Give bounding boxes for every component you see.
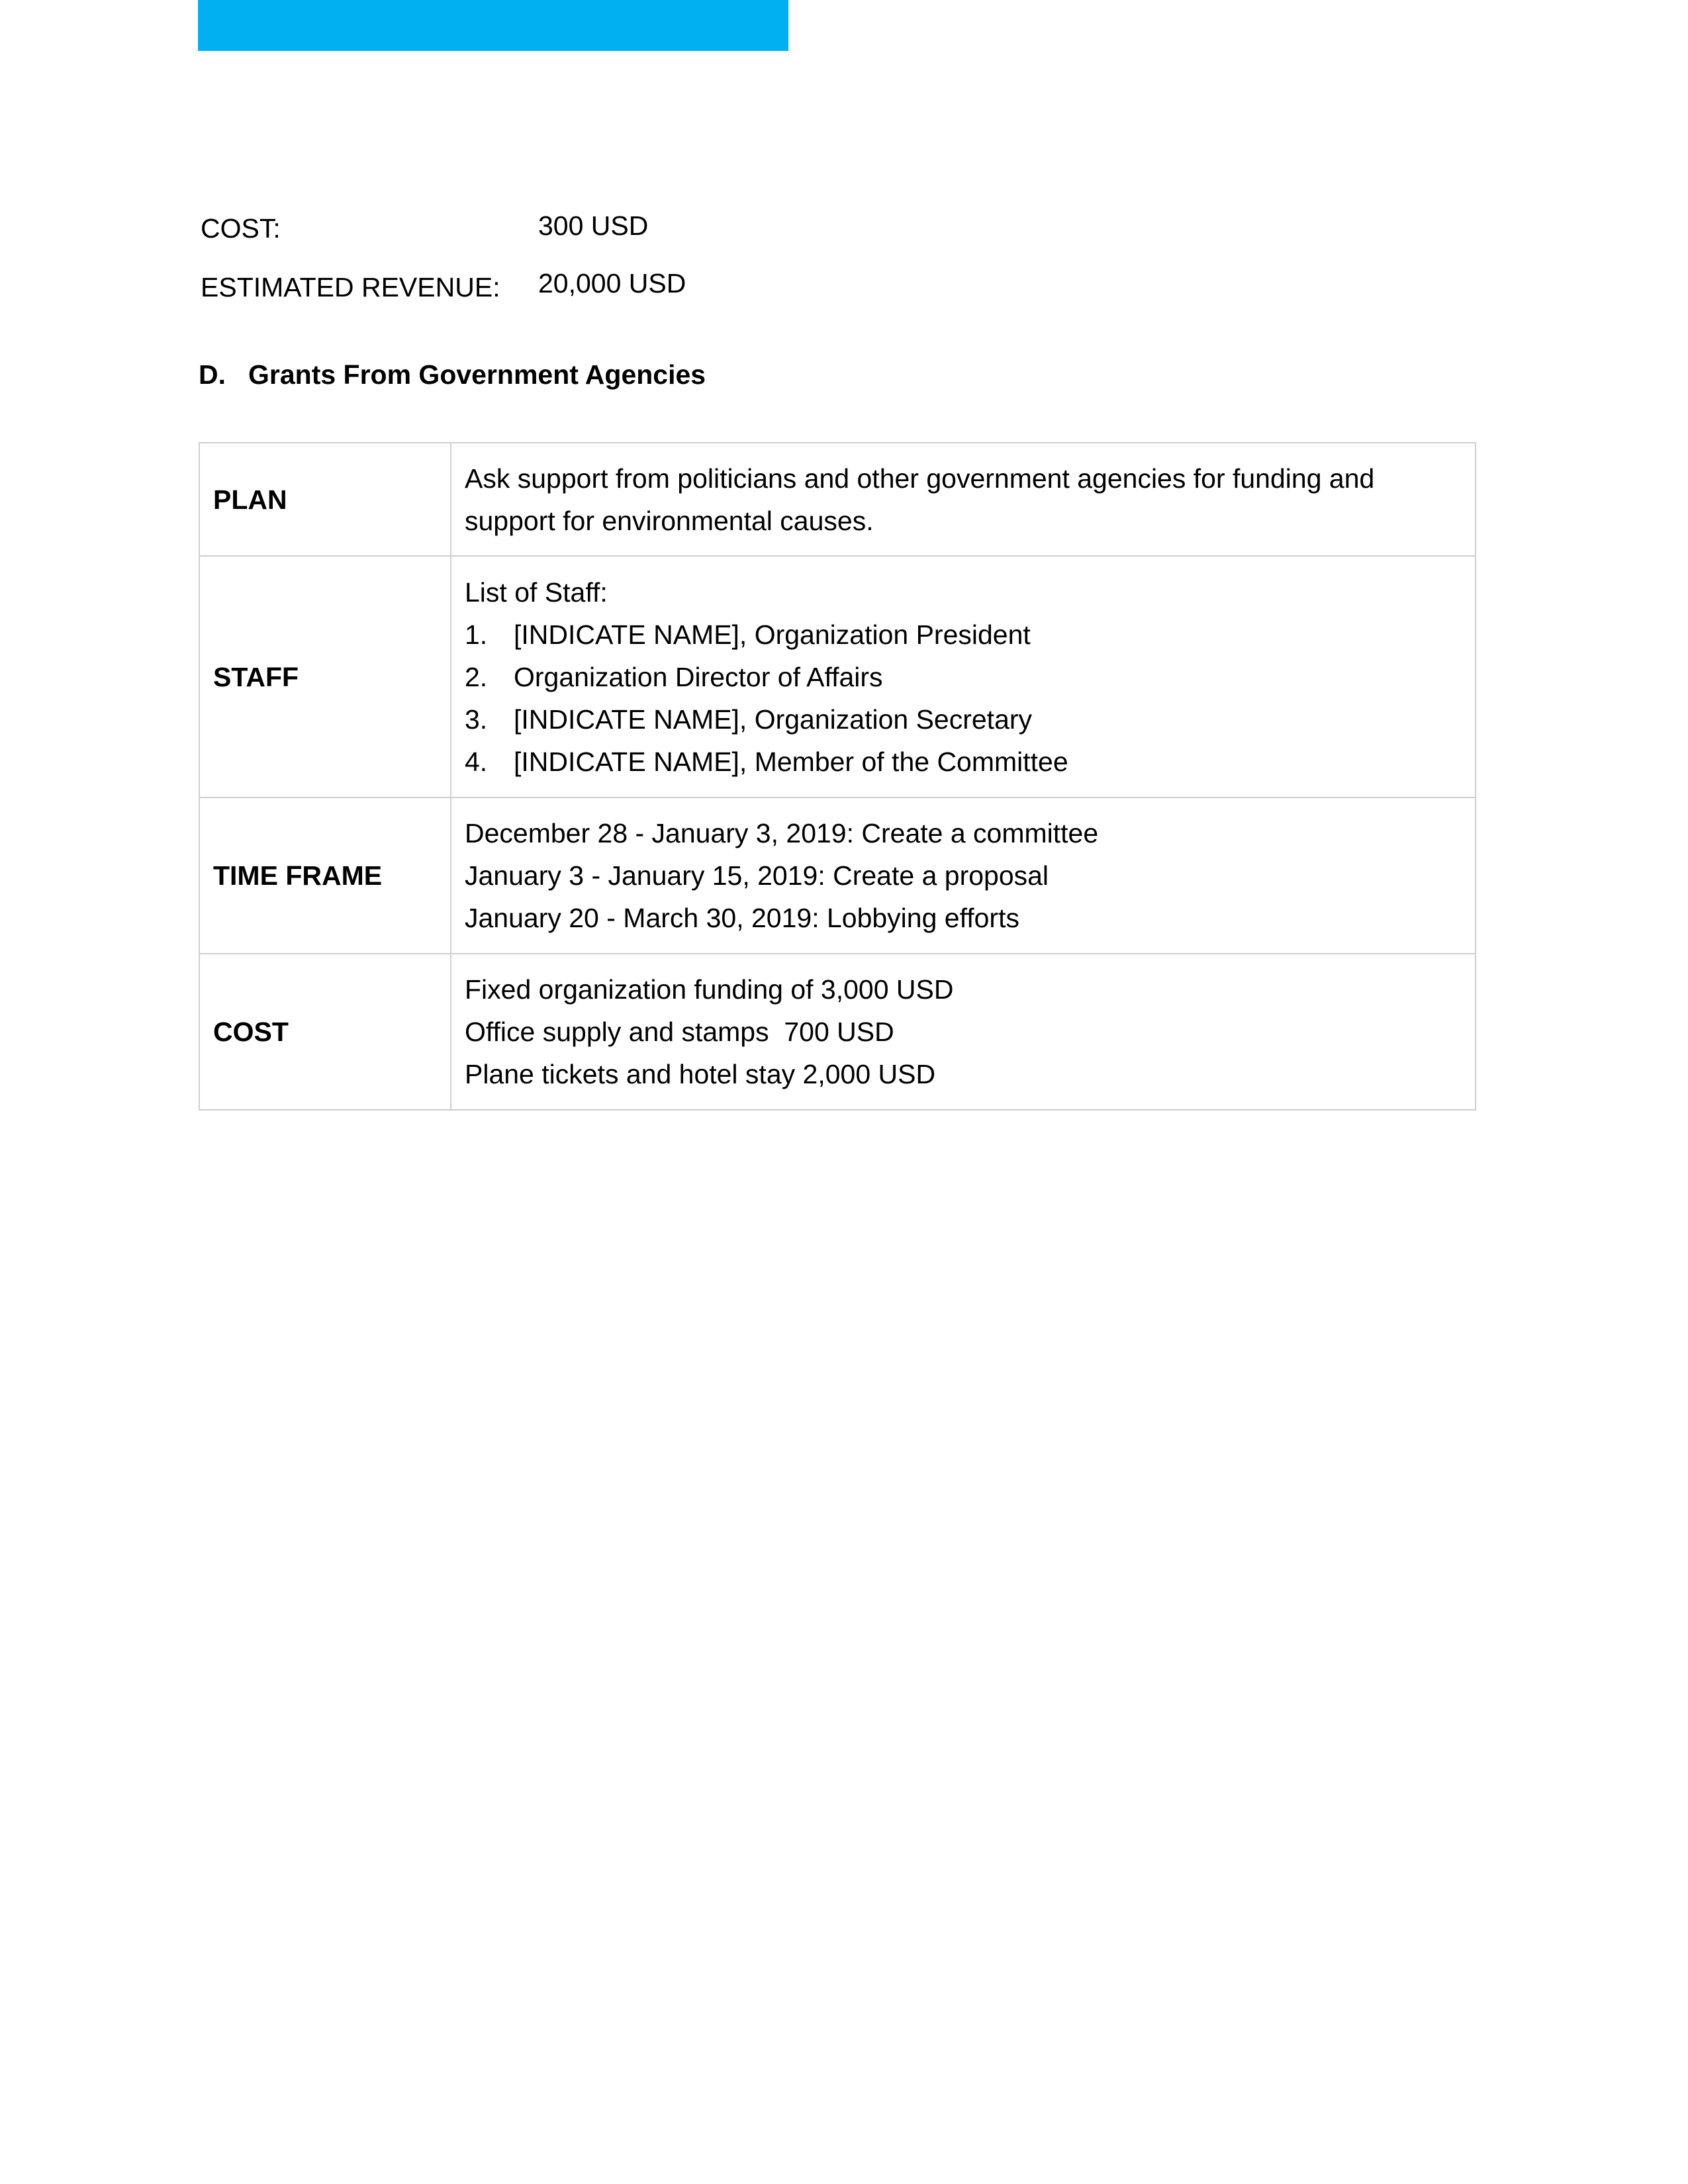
- list-text: [INDICATE NAME], Organization Secretary: [514, 704, 1033, 735]
- list-text: [INDICATE NAME], Organization President: [514, 619, 1031, 650]
- section-title: Grants From Government Agencies: [248, 359, 706, 390]
- time-frame-line: December 28 - January 3, 2019: Create a committee: [465, 818, 1099, 848]
- table-row-cost: [199, 954, 1476, 1110]
- cost-value: 300 USD: [538, 210, 649, 241]
- cost-label: COST:: [201, 213, 281, 244]
- list-number: 4.: [465, 746, 488, 777]
- cost-line: Plane tickets and hotel stay 2,000 USD: [465, 1059, 936, 1089]
- list-number: 1.: [465, 619, 488, 650]
- cost-row-label: COST: [199, 954, 451, 1110]
- header-accent-bar: [198, 0, 788, 51]
- time-frame-line: January 3 - January 15, 2019: Create a proposal: [465, 860, 1049, 891]
- list-text: Organization Director of Affairs: [514, 661, 883, 692]
- time-frame-cell: [451, 797, 1476, 954]
- plan-label: PLAN: [199, 443, 451, 556]
- section-letter: D.: [199, 359, 226, 390]
- list-item: [465, 698, 1462, 741]
- table-row-plan: [199, 443, 1476, 556]
- time-frame-line: January 20 - March 30, 2019: Lobbying efforts: [465, 903, 1019, 933]
- list-number: 3.: [465, 704, 488, 735]
- staff-label: STAFF: [199, 556, 451, 797]
- table-row-time-frame: [199, 797, 1476, 954]
- table-row-staff: [199, 556, 1476, 797]
- cost-line: Fixed organization funding of 3,000 USD: [465, 974, 954, 1005]
- revenue-label: ESTIMATED REVENUE:: [201, 272, 500, 302]
- staff-cell: [451, 556, 1476, 797]
- list-text: [INDICATE NAME], Member of the Committee: [514, 746, 1068, 777]
- revenue-value: 20,000 USD: [538, 268, 686, 298]
- section-heading: [199, 358, 706, 391]
- cost-line: Office supply and stamps 700 USD: [465, 1017, 894, 1047]
- cost-cell: [451, 954, 1476, 1110]
- list-item: [465, 656, 1462, 698]
- list-item: [465, 741, 1462, 783]
- plan-text: Ask support from politicians and other government agencies for funding and support for environmental causes.: [451, 443, 1476, 556]
- list-number: 2.: [465, 661, 488, 692]
- grants-plan-table: [199, 442, 1476, 1111]
- time-frame-label: TIME FRAME: [199, 797, 451, 954]
- list-item: [465, 614, 1462, 656]
- staff-intro: List of Staff:: [465, 576, 608, 608]
